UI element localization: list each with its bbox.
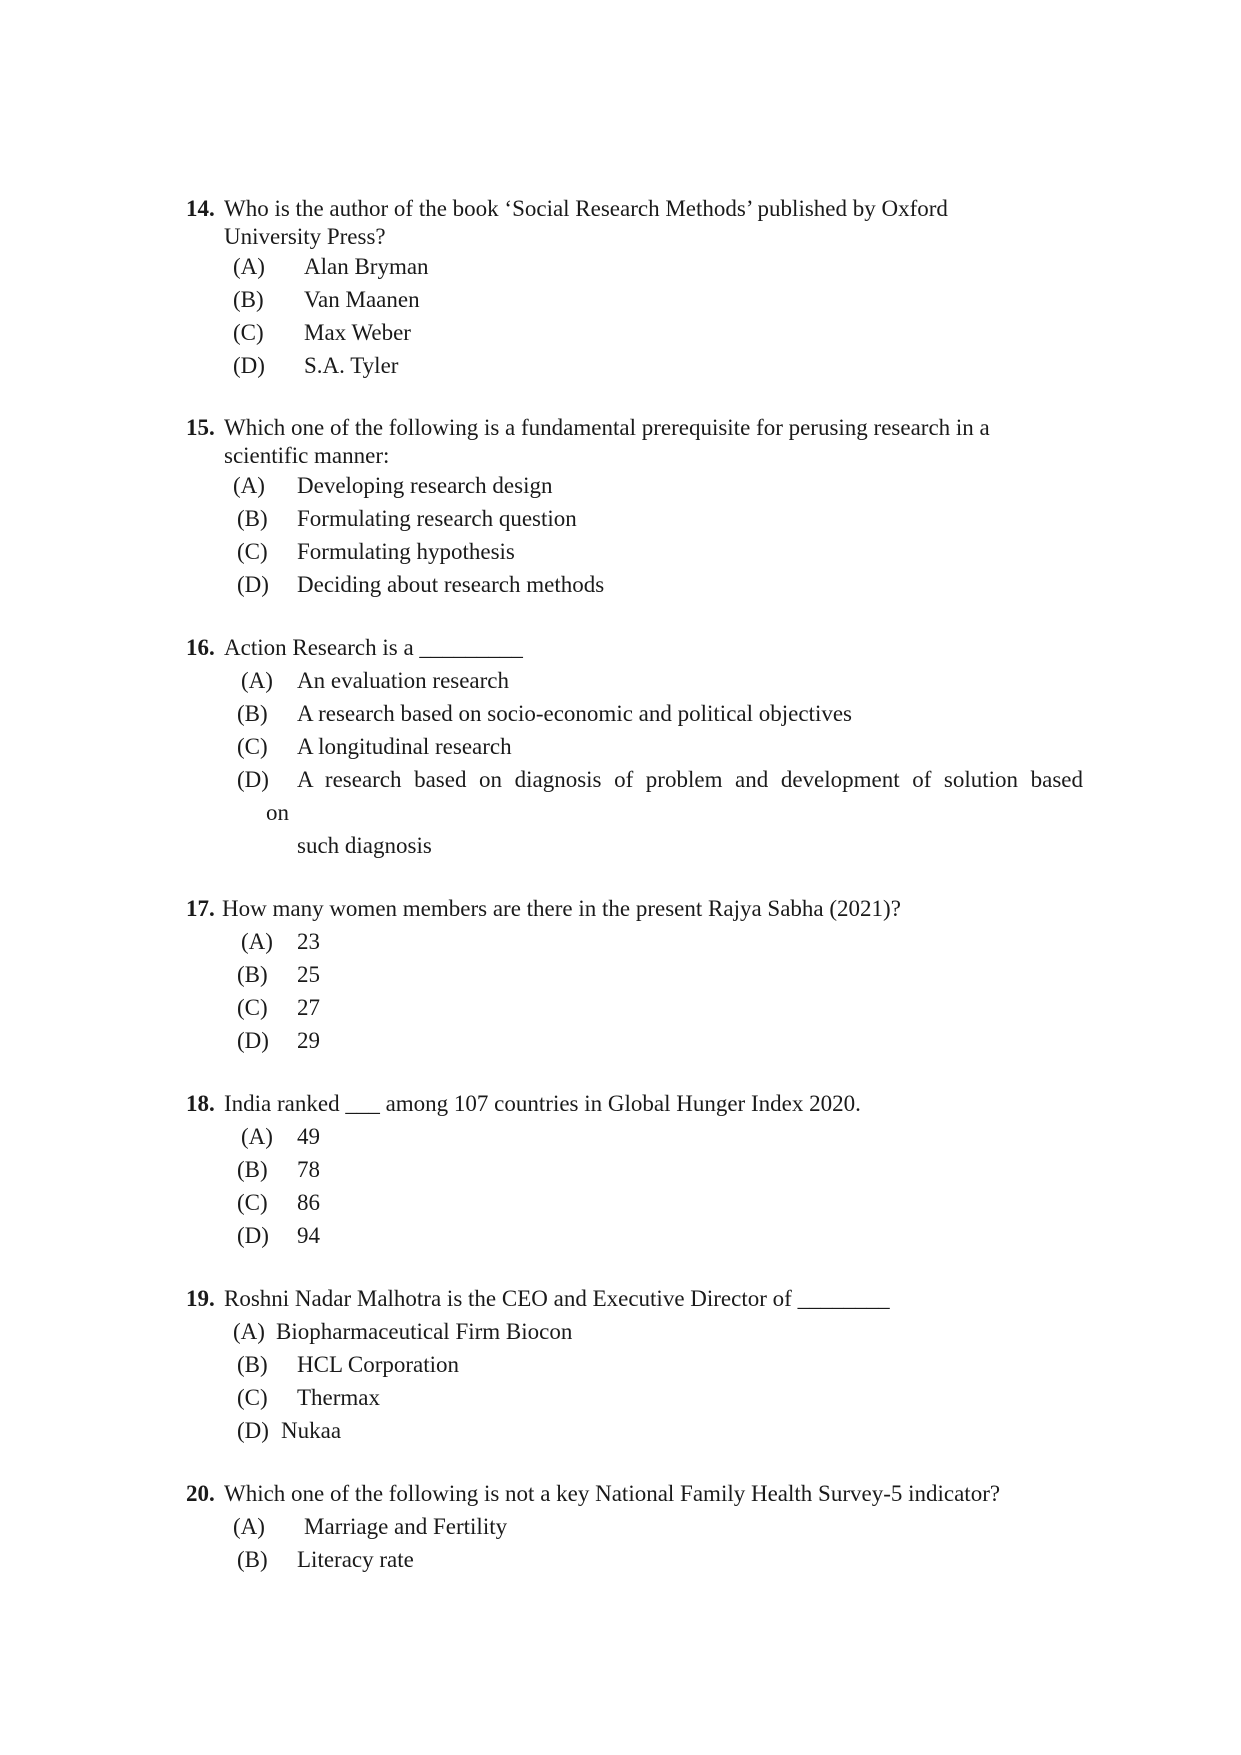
option-text: Nukaa: [281, 1418, 342, 1443]
question-stem: Roshni Nadar Malhotra is the CEO and Executive Director of ________: [224, 1286, 890, 1311]
option-text: 49: [297, 1124, 320, 1149]
option-text: 23: [297, 929, 320, 954]
option-label: (D): [237, 572, 269, 597]
question-number: 19.: [186, 1286, 215, 1311]
option-text: An evaluation research: [297, 668, 510, 693]
question-stem-cont: University Press?: [224, 224, 386, 249]
option-text: Deciding about research methods: [297, 572, 605, 597]
option-label: (A): [233, 473, 265, 498]
option-label: (D): [233, 353, 265, 378]
option-text: 29: [297, 1028, 320, 1053]
question-stem: India ranked ___ among 107 countries in Global Hunger Index 2020.: [224, 1091, 861, 1116]
option-text: Developing research design: [297, 473, 553, 498]
option-text: Formulating research question: [297, 506, 577, 531]
option-label: (A): [241, 1124, 273, 1149]
option-label: (B): [233, 287, 264, 312]
question-stem: Action Research is a _________: [224, 635, 523, 660]
option-text: S.A. Tyler: [304, 353, 399, 378]
question-number: 20.: [186, 1481, 215, 1506]
option-text: HCL Corporation: [297, 1352, 460, 1377]
question-stem: Which one of the following is a fundamental prerequisite for perusing research in a: [224, 415, 990, 440]
option-label: (D): [237, 767, 269, 792]
question-number: 18.: [186, 1091, 215, 1116]
option-text: Van Maanen: [304, 287, 420, 312]
option-label: (A): [233, 1514, 265, 1539]
option-label: (C): [237, 1385, 268, 1410]
option-text: Biopharmaceutical Firm Biocon: [276, 1319, 573, 1344]
option-text: 94: [297, 1223, 320, 1248]
option-text: 78: [297, 1157, 320, 1182]
option-label: (D): [237, 1028, 269, 1053]
option-label: (B): [237, 506, 268, 531]
option-label: (B): [237, 962, 268, 987]
option-label: (D): [237, 1223, 269, 1248]
option-label: (A): [233, 254, 265, 279]
option-label: (B): [237, 1547, 268, 1572]
option-label: (B): [237, 1157, 268, 1182]
option-text-cont: on: [266, 800, 289, 825]
option-text: Thermax: [297, 1385, 381, 1410]
question-stem-cont: scientific manner:: [224, 443, 390, 468]
option-text: Max Weber: [304, 320, 411, 345]
option-label: (C): [237, 1190, 268, 1215]
option-text: Literacy rate: [297, 1547, 414, 1572]
option-label: (B): [237, 701, 268, 726]
question-number: 15.: [186, 415, 215, 440]
question-number: 17.: [186, 896, 215, 921]
option-text: 25: [297, 962, 320, 987]
question-number: 16.: [186, 635, 215, 660]
question-stem: Who is the author of the book ‘Social Research Methods’ published by Oxford: [224, 196, 948, 221]
question-stem: How many women members are there in the present Rajya Sabha (2021)?: [222, 896, 901, 921]
question-number: 14.: [186, 196, 215, 221]
option-label: (D): [237, 1418, 269, 1443]
option-text: 27: [297, 995, 320, 1020]
option-text: Formulating hypothesis: [297, 539, 515, 564]
option-label: (C): [233, 320, 264, 345]
option-label: (C): [237, 734, 268, 759]
option-label: (A): [241, 929, 273, 954]
option-label: (A): [233, 1319, 265, 1344]
option-label: (A): [241, 668, 273, 693]
option-text: A research based on diagnosis of problem and development of solution based: [297, 767, 1083, 792]
option-text: 86: [297, 1190, 320, 1215]
option-text-cont: such diagnosis: [297, 833, 432, 858]
option-text: A research based on socio-economic and political objectives: [297, 701, 852, 726]
option-text: A longitudinal research: [297, 734, 512, 759]
option-label: (B): [237, 1352, 268, 1377]
option-label: (C): [237, 995, 268, 1020]
option-text: Marriage and Fertility: [304, 1514, 508, 1539]
question-stem: Which one of the following is not a key National Family Health Survey-5 indicator?: [224, 1481, 1001, 1506]
option-text: Alan Bryman: [304, 254, 429, 279]
option-label: (C): [237, 539, 268, 564]
